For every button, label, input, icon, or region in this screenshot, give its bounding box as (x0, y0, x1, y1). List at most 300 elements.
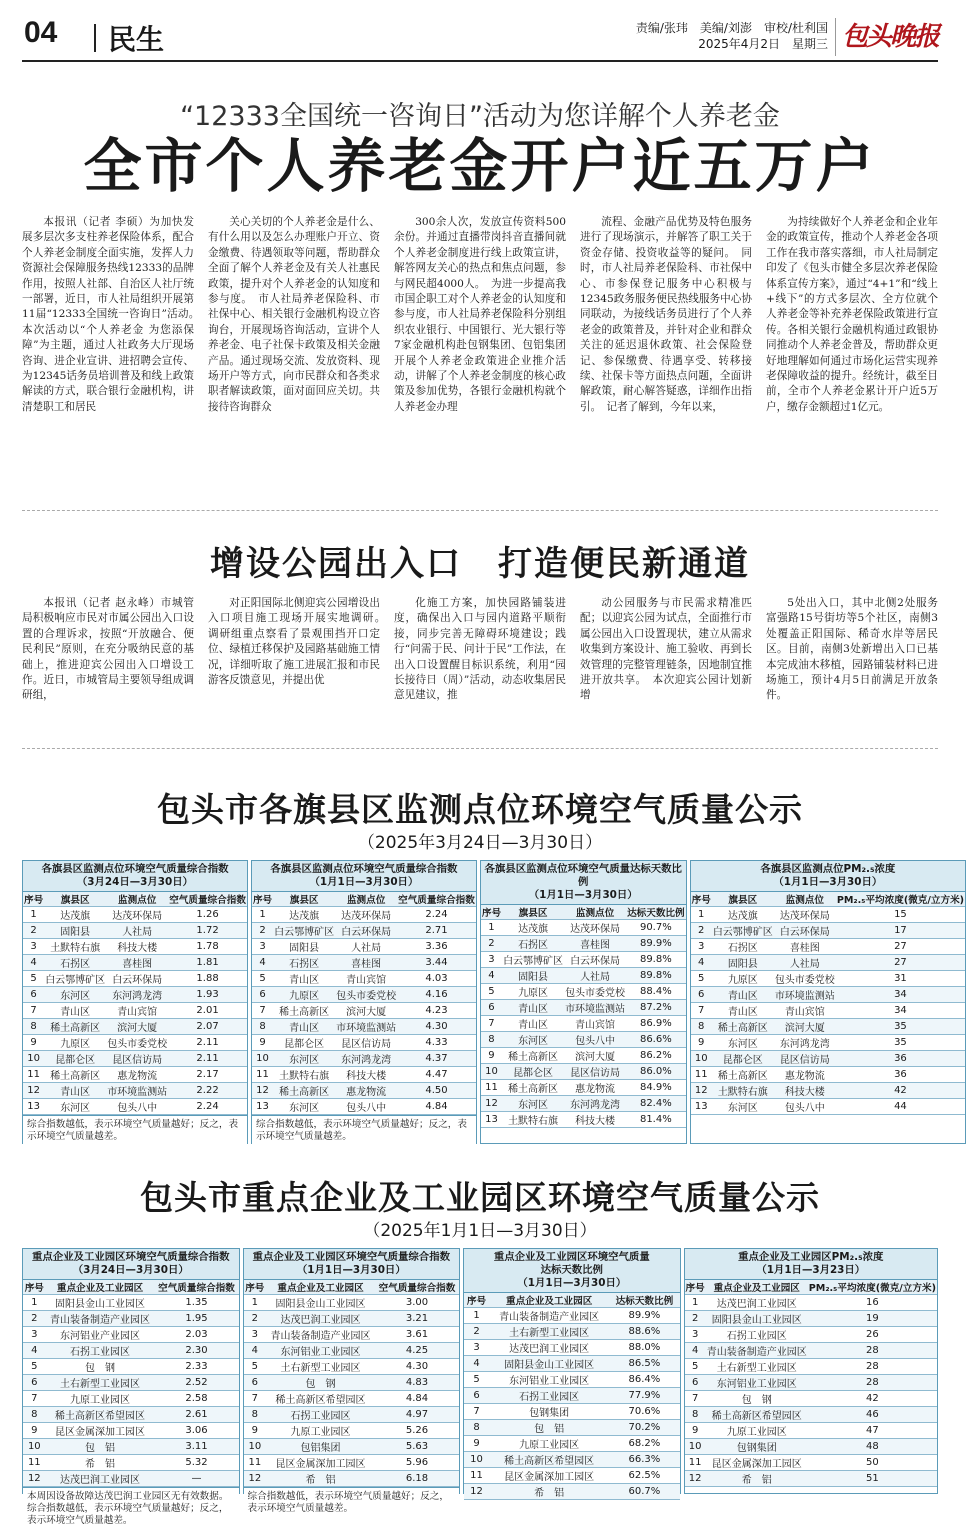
article1-body (22, 215, 938, 477)
table-row (23, 907, 247, 923)
table-cell: 稀土高新区 (712, 1019, 774, 1035)
table-row (244, 1407, 460, 1423)
table-row (252, 1083, 476, 1099)
table-cell: 46 (808, 1407, 937, 1423)
table-row (23, 1083, 247, 1099)
table-row (685, 1439, 937, 1455)
table-cell: 石拐区 (273, 955, 335, 971)
table-cell: 昆区金属深加工园区 (489, 1468, 609, 1484)
article1-headline: 全市个人养老金开户近五万户 (83, 132, 877, 200)
table-cell: 7 (23, 1391, 46, 1407)
table-row (685, 1455, 937, 1471)
table-cell: 人社局 (564, 968, 626, 984)
table-cell: 达茂巴润工业园区 (706, 1295, 808, 1311)
table-cell: 17 (836, 923, 965, 939)
table-title: 各旗县区监测点位环境空气质量综合指数 （1月1日—3月30日） (252, 861, 476, 892)
table-cell: 惠龙物流 (774, 1067, 836, 1083)
table-cell: 2 (244, 1311, 267, 1327)
table-cell: 2.03 (154, 1327, 238, 1343)
table-cell: 5.32 (154, 1455, 238, 1471)
table-row (23, 939, 247, 955)
table-cell: 13 (252, 1099, 273, 1115)
table-cell: 7 (23, 1003, 44, 1019)
table-cell: 4 (464, 1356, 489, 1372)
table-row (244, 1471, 460, 1487)
table-cell: 科技大楼 (774, 1083, 836, 1099)
table-row (481, 1000, 686, 1016)
table-cell: 3.00 (375, 1295, 459, 1311)
table-row (23, 1343, 239, 1359)
section3-table-1 (22, 860, 248, 1144)
table-cell: 3 (252, 939, 273, 955)
table-cell: 达茂巴润工业园区 (46, 1471, 155, 1487)
data-table (685, 1280, 937, 1487)
table-cell: 青山装备制造产业园区 (706, 1343, 808, 1359)
table-row (464, 1420, 680, 1436)
table-cell: 青山装备制造产业园区 (489, 1308, 609, 1324)
table-cell: 昆区信访局 (774, 1051, 836, 1067)
table-cell: 19 (808, 1311, 937, 1327)
table-row (481, 968, 686, 984)
table-cell: 86.0% (626, 1064, 686, 1080)
table-cell: 九原工业园区 (46, 1391, 155, 1407)
table-cell: 5.63 (375, 1439, 459, 1455)
table-cell: 土默特右旗 (44, 939, 106, 955)
data-table (481, 905, 686, 1128)
column-header: 序号 (23, 1280, 46, 1295)
table-cell: 6 (685, 1375, 706, 1391)
table-cell: 包头市委党校 (564, 984, 626, 1000)
column-header: 空气质量综合指数 (397, 892, 476, 907)
table-cell: 人社局 (774, 955, 836, 971)
table-row (23, 1455, 239, 1471)
table-cell: 36 (836, 1051, 965, 1067)
table-cell: 东河鸿龙湾 (774, 1035, 836, 1051)
table-cell: 9 (464, 1436, 489, 1452)
table-row (691, 1003, 965, 1019)
table-row (244, 1391, 460, 1407)
table-cell: 68.2% (609, 1436, 679, 1452)
table-cell: 2.52 (154, 1375, 238, 1391)
table-cell: 包铝集团 (266, 1439, 375, 1455)
table-cell: 2 (691, 923, 712, 939)
column-header: 序号 (685, 1280, 706, 1295)
table-cell: 达茂巴润工业园区 (489, 1340, 609, 1356)
table-cell: 固阳县 (273, 939, 335, 955)
table-cell: 1 (244, 1295, 267, 1311)
table-row (464, 1308, 680, 1324)
data-table (691, 892, 965, 1115)
table-row (244, 1455, 460, 1471)
table-cell: 土右新型工业园区 (266, 1359, 375, 1375)
table-cell: 35 (836, 1019, 965, 1035)
table-cell: 九原工业园区 (706, 1423, 808, 1439)
table-row (252, 987, 476, 1003)
article2-col-1: 本报讯（记者 赵永峰）市城管局积极响应市民对市属公园出入口设置的合理诉求，按照“开放融合、便民利民”原则，在充分吸纳民意的基础上，推进迎宾公园出入口增设工作。近日，市城管局主要领导组成调研组， (22, 597, 194, 702)
table-cell: 6 (23, 1375, 46, 1391)
table-row (481, 952, 686, 968)
table-row (252, 1051, 476, 1067)
table-cell: 包头市委党校 (106, 1035, 168, 1051)
table-cell: 固阳县金山工业园区 (266, 1295, 375, 1311)
table-row (23, 1311, 239, 1327)
table-cell: 青山宾馆 (106, 1003, 168, 1019)
table-cell: 稀土高新区希望园区 (489, 1452, 609, 1468)
section3-subtitle: （2025年3月24日—3月30日） (357, 833, 603, 853)
column-header: 达标天数比例 (609, 1293, 679, 1308)
logo-divider (835, 18, 836, 56)
table-cell: 石拐工业园区 (46, 1343, 155, 1359)
table-cell: 九原区 (44, 1035, 106, 1051)
table-cell: 昆区金属深加工园区 (46, 1423, 155, 1439)
table-cell: 2.22 (168, 1083, 247, 1099)
table-cell: 稀土高新区 (273, 1083, 335, 1099)
table-cell: 1 (481, 920, 502, 936)
table-row (464, 1340, 680, 1356)
table-cell: 3 (23, 939, 44, 955)
table-cell: 昆都仑区 (712, 1051, 774, 1067)
table-cell: 9 (23, 1035, 44, 1051)
table-row (481, 1112, 686, 1128)
table-cell: 5.96 (375, 1455, 459, 1471)
table-cell: 滨河大厦 (106, 1019, 168, 1035)
table-cell: 2 (464, 1324, 489, 1340)
table-row (23, 1327, 239, 1343)
table-cell: 人社局 (335, 939, 397, 955)
table-cell: 86.4% (609, 1372, 679, 1388)
table-cell: 12 (23, 1471, 46, 1487)
table-cell: 6.18 (375, 1471, 459, 1487)
table-row (244, 1343, 460, 1359)
table-cell: 4.30 (375, 1359, 459, 1375)
table-cell: 4 (252, 955, 273, 971)
column-header: 监测点位 (564, 905, 626, 920)
table-row (244, 1295, 460, 1311)
table-cell: 12 (23, 1083, 44, 1099)
table-cell: 包 铝 (46, 1439, 155, 1455)
table-cell: 88.4% (626, 984, 686, 1000)
table-row (23, 923, 247, 939)
table-cell: 60.7% (609, 1484, 679, 1500)
table-cell: 2.24 (397, 907, 476, 923)
table-cell: 石拐工业园区 (266, 1407, 375, 1423)
column-header: 达标天数比例 (626, 905, 686, 920)
table-cell: 石拐区 (44, 955, 106, 971)
table-cell: 77.9% (609, 1388, 679, 1404)
table-cell: 66.3% (609, 1452, 679, 1468)
table-cell: 固阳县 (502, 968, 564, 984)
table-row (691, 1035, 965, 1051)
table-cell: 4.84 (397, 1099, 476, 1115)
table-cell: 2.17 (168, 1067, 247, 1083)
table-cell: 惠龙物流 (106, 1067, 168, 1083)
table-cell: 90.7% (626, 920, 686, 936)
table-cell: 4.84 (375, 1391, 459, 1407)
table-cell: 青山装备制造产业园区 (266, 1327, 375, 1343)
table-cell: 34 (836, 987, 965, 1003)
table-cell: 10 (23, 1439, 46, 1455)
table-cell: 3 (23, 1327, 46, 1343)
table-cell: 3.21 (375, 1311, 459, 1327)
column-header: 空气质量综合指数 (375, 1280, 459, 1295)
table-cell: 1 (685, 1295, 706, 1311)
table-row (691, 1067, 965, 1083)
article2-col-2: 对正阳国际北侧迎宾公园增设出入口项目施工现场开展实地调研。 调研组重点察看了景观围挡开口定位、绿植迁移保护及园路基础施工情况，详细听取了施工进展汇报和市民游客反馈意见，并提出优 (208, 597, 391, 687)
table-row (464, 1388, 680, 1404)
table-row (23, 987, 247, 1003)
column-header: 空气质量综合指数 (154, 1280, 238, 1295)
table-cell: 白云环保局 (106, 971, 168, 987)
table-cell: 稀土高新区 (44, 1019, 106, 1035)
table-cell: 固阳县金山工业园区 (489, 1356, 609, 1372)
table-row (244, 1359, 460, 1375)
table-cell: 1 (23, 907, 44, 923)
table-row (252, 1067, 476, 1083)
table-cell: 惠龙物流 (335, 1083, 397, 1099)
table-row (464, 1324, 680, 1340)
table-cell: 11 (464, 1468, 489, 1484)
table-cell: 科技大楼 (564, 1112, 626, 1128)
table-row (691, 1099, 965, 1115)
table-cell: 3 (244, 1327, 267, 1343)
section3-table-4 (690, 860, 966, 1144)
table-row (685, 1295, 937, 1311)
table-cell: 滨河大厦 (774, 1019, 836, 1035)
table-row (23, 1439, 239, 1455)
table-cell: 东河区 (273, 1099, 335, 1115)
table-row (691, 1019, 965, 1035)
table-row (23, 1003, 247, 1019)
table-cell: 28 (808, 1375, 937, 1391)
section3-tables (22, 860, 965, 1144)
table-cell: 包钢集团 (489, 1404, 609, 1420)
table-cell: 2.01 (168, 1003, 247, 1019)
table-title: 重点企业及工业园区环境空气质量 达标天数比例 （1月1日—3月30日） (464, 1249, 680, 1293)
table-cell: 包 钢 (266, 1375, 375, 1391)
table-cell: 包 钢 (46, 1359, 155, 1375)
table-row (244, 1423, 460, 1439)
column-header: 重点企业及工业园区 (489, 1293, 609, 1308)
table-cell: 达茂旗 (712, 907, 774, 923)
editors-info (636, 20, 828, 52)
table-row (691, 923, 965, 939)
table-cell: 固阳县 (712, 955, 774, 971)
table-cell: 达茂环保局 (564, 920, 626, 936)
table-cell: 15 (836, 907, 965, 923)
column-header: 重点企业及工业园区 (46, 1280, 155, 1295)
table-cell: 东河区 (44, 1099, 106, 1115)
table-cell: 10 (481, 1064, 502, 1080)
table-cell: 87.2% (626, 1000, 686, 1016)
table-cell: 白云鄂博矿区 (44, 971, 106, 987)
table-note: 综合指数越低，表示环境空气质量越好；反之，表示环境空气质量越差。 (23, 1115, 247, 1146)
table-cell: 1 (691, 907, 712, 923)
table-cell: 88.0% (609, 1340, 679, 1356)
table-row (23, 1471, 239, 1487)
table-cell: 5 (23, 971, 44, 987)
table-row (685, 1359, 937, 1375)
table-row (685, 1423, 937, 1439)
table-cell: 9 (691, 1035, 712, 1051)
table-cell: 11 (23, 1067, 44, 1083)
column-header: 序号 (481, 905, 502, 920)
table-cell: 白云鄂博矿区 (273, 923, 335, 939)
page-number: 04 (24, 16, 58, 49)
table-row (252, 1099, 476, 1115)
table-cell: 土右新型工业园区 (46, 1375, 155, 1391)
table-cell: 2.07 (168, 1019, 247, 1035)
table-row (481, 1080, 686, 1096)
table-cell: 青山区 (44, 1083, 106, 1099)
table-row (244, 1311, 460, 1327)
table-cell: 包头八中 (774, 1099, 836, 1115)
table-cell: 62.5% (609, 1468, 679, 1484)
table-cell: 稀土高新区 (502, 1080, 564, 1096)
table-cell: 4 (691, 955, 712, 971)
table-cell: 1.81 (168, 955, 247, 971)
data-table (464, 1293, 680, 1500)
table-cell: 希 铝 (46, 1455, 155, 1471)
table-cell: 12 (252, 1083, 273, 1099)
table-cell: 4 (481, 968, 502, 984)
table-cell: 1.95 (154, 1311, 238, 1327)
table-cell: 7 (685, 1391, 706, 1407)
table-cell: 达茂旗 (502, 920, 564, 936)
section4-table-3 (463, 1248, 681, 1500)
article1-col-4: 流程、金融产品优势及特色服务进行了现场演示，并解答了职工关于资金存储、投资收益等的疑问。 同时，市人社局养老保险科、市社保中心、市参保登记服务中心积极与12345政务服务便民热线服务中心协同联动，为接线话务员进行了个人养老金的政策普及，并针对企业和群众关注的延迟退休政策、社会保险登记、参保缴费、待遇享受、转移接续、社保卡等方面热点问题，全面讲解政策，耐心解答疑惑，详细作出指引。 记者了解到，今年以来， (580, 216, 752, 413)
table-row (464, 1356, 680, 1372)
table-cell: 包 铝 (489, 1420, 609, 1436)
table-cell: 2.24 (168, 1099, 247, 1115)
column-header: 空气质量综合指数 (168, 892, 247, 907)
column-header: 序号 (244, 1280, 267, 1295)
data-table (252, 892, 476, 1115)
table-row (23, 1295, 239, 1311)
table-cell: 市环境监测站 (335, 1019, 397, 1035)
table-row (691, 987, 965, 1003)
table-cell: 13 (481, 1112, 502, 1128)
table-cell: 昆都仑区 (44, 1051, 106, 1067)
table-row (464, 1484, 680, 1500)
table-cell: 5 (685, 1359, 706, 1375)
table-cell: 26 (808, 1327, 937, 1343)
section3-table-2 (251, 860, 477, 1144)
table-cell: 1.26 (168, 907, 247, 923)
table-cell: 昆区信访局 (106, 1051, 168, 1067)
article1-col-1: 本报讯（记者 李硕）为加快发展多层次多支柱养老保险体系，配合个人养老金制度全面实施，发挥人力资源社会保障服务热线12333的品牌作用，按照人社部、自治区人社厅统一部署，近日，市人社局组织开展第11届“12333全国统一咨询日”活动。 本次活动以“个人养老金 为您添保障”为主题，通过人社政务大厅现场咨询、进企业宣讲、进招聘会宣传、为12345话务员培训普及和线上政策解读的方式，联合银行金融机构，讲清楚职工和居民 (22, 216, 205, 413)
table-cell: 27 (836, 955, 965, 971)
table-cell: 市环境监测站 (564, 1000, 626, 1016)
table-row (691, 907, 965, 923)
table-cell: 86.2% (626, 1048, 686, 1064)
table-row (481, 920, 686, 936)
table-row (464, 1436, 680, 1452)
table-cell: 12 (691, 1083, 712, 1099)
table-cell: 70.2% (609, 1420, 679, 1436)
table-cell: 3 (464, 1340, 489, 1356)
table-cell: 5 (481, 984, 502, 1000)
table-cell: 2.11 (168, 1035, 247, 1051)
table-cell: 东河铝业工业园区 (266, 1343, 375, 1359)
table-row (691, 1051, 965, 1067)
date-line: 2025年4月2日 星期三 (698, 37, 828, 51)
table-cell: 8 (252, 1019, 273, 1035)
column-header: 监测点位 (774, 892, 836, 907)
table-cell: 27 (836, 939, 965, 955)
table-row (23, 1067, 247, 1083)
section4-tables (22, 1248, 938, 1527)
column-header: 监测点位 (335, 892, 397, 907)
table-cell: 包头八中 (106, 1099, 168, 1115)
table-row (23, 1375, 239, 1391)
table-cell: 青山区 (712, 987, 774, 1003)
table-cell: 5.26 (375, 1423, 459, 1439)
article1-col-2: 关心关切的个人养老金是什么、有什么用以及怎么办理账户开立、资金缴费、待遇领取等问题，帮助群众全面了解个人养老金及有关人社惠民政策，提升对个人养老金的认知度和参与度。 市人社局养老保险科、市社保中心、相关银行金融机构设立咨询台，开展现场咨询活动，宣讲个人养老金、电子社保卡政策及相关金融产品。通过现场交流、发放资料、现场开户等方式，向市民群众和各类求职者解读政策，面对面回应关切。共接待咨询群众 (208, 216, 380, 413)
table-cell: 89.8% (626, 968, 686, 984)
table-cell: 喜桂图 (564, 936, 626, 952)
table-row (23, 955, 247, 971)
divider-1 (22, 510, 938, 511)
table-cell: 2 (685, 1311, 706, 1327)
table-cell: 9 (244, 1423, 267, 1439)
table-cell: 9 (481, 1048, 502, 1064)
table-cell: 石拐区 (712, 939, 774, 955)
table-cell: 4 (244, 1343, 267, 1359)
table-cell: 4 (685, 1343, 706, 1359)
table-cell: 1.72 (168, 923, 247, 939)
table-row (23, 1099, 247, 1115)
table-cell: 10 (464, 1452, 489, 1468)
table-row (685, 1311, 937, 1327)
table-cell: 4.47 (397, 1067, 476, 1083)
table-cell: 6 (691, 987, 712, 1003)
column-header: 监测点位 (106, 892, 168, 907)
table-cell: 达茂巴润工业园区 (266, 1311, 375, 1327)
section4-title: 包头市重点企业及工业园区环境空气质量公示 (140, 1178, 820, 1217)
table-cell: 东河铝业产业园区 (46, 1327, 155, 1343)
table-cell: 48 (808, 1439, 937, 1455)
table-row (481, 1064, 686, 1080)
table-cell: 九原工业园区 (266, 1423, 375, 1439)
table-row (252, 955, 476, 971)
table-cell: 稀土高新区 (273, 1003, 335, 1019)
table-cell: 九原区 (502, 984, 564, 1000)
table-cell: 16 (808, 1295, 937, 1311)
table-cell: 石拐工业园区 (489, 1388, 609, 1404)
table-row (481, 1048, 686, 1064)
table-row (464, 1452, 680, 1468)
table-cell: 达茂环保局 (106, 907, 168, 923)
table-cell: 4.37 (397, 1051, 476, 1067)
table-cell: 2.33 (154, 1359, 238, 1375)
table-cell: 昆区信访局 (335, 1035, 397, 1051)
table-cell: 昆都仑区 (502, 1064, 564, 1080)
table-row (23, 1423, 239, 1439)
article2-col-3: 化施工方案，加快园路铺装进度，确保出入口与园内道路平顺衔接，同步完善无障碍环境建设；践行“问需于民、问计于民”工作法，在出入口设置醒目标识系统，利用“园长接待日（周）”活动，动态收集居民意见建议，推 (394, 597, 566, 702)
table-cell: 7 (244, 1391, 267, 1407)
table-cell: 东河鸿龙湾 (106, 987, 168, 1003)
table-cell: 10 (685, 1439, 706, 1455)
table-cell: 44 (836, 1099, 965, 1115)
table-cell: 东河区 (712, 1035, 774, 1051)
table-cell: 科技大楼 (106, 939, 168, 955)
table-cell: 1 (252, 907, 273, 923)
table-title: 重点企业及工业园区环境空气质量综合指数 （3月24日—3月30日） (23, 1249, 239, 1280)
table-cell: 2.30 (154, 1343, 238, 1359)
table-row (252, 1019, 476, 1035)
table-row (252, 971, 476, 987)
table-cell: 青山区 (712, 1003, 774, 1019)
